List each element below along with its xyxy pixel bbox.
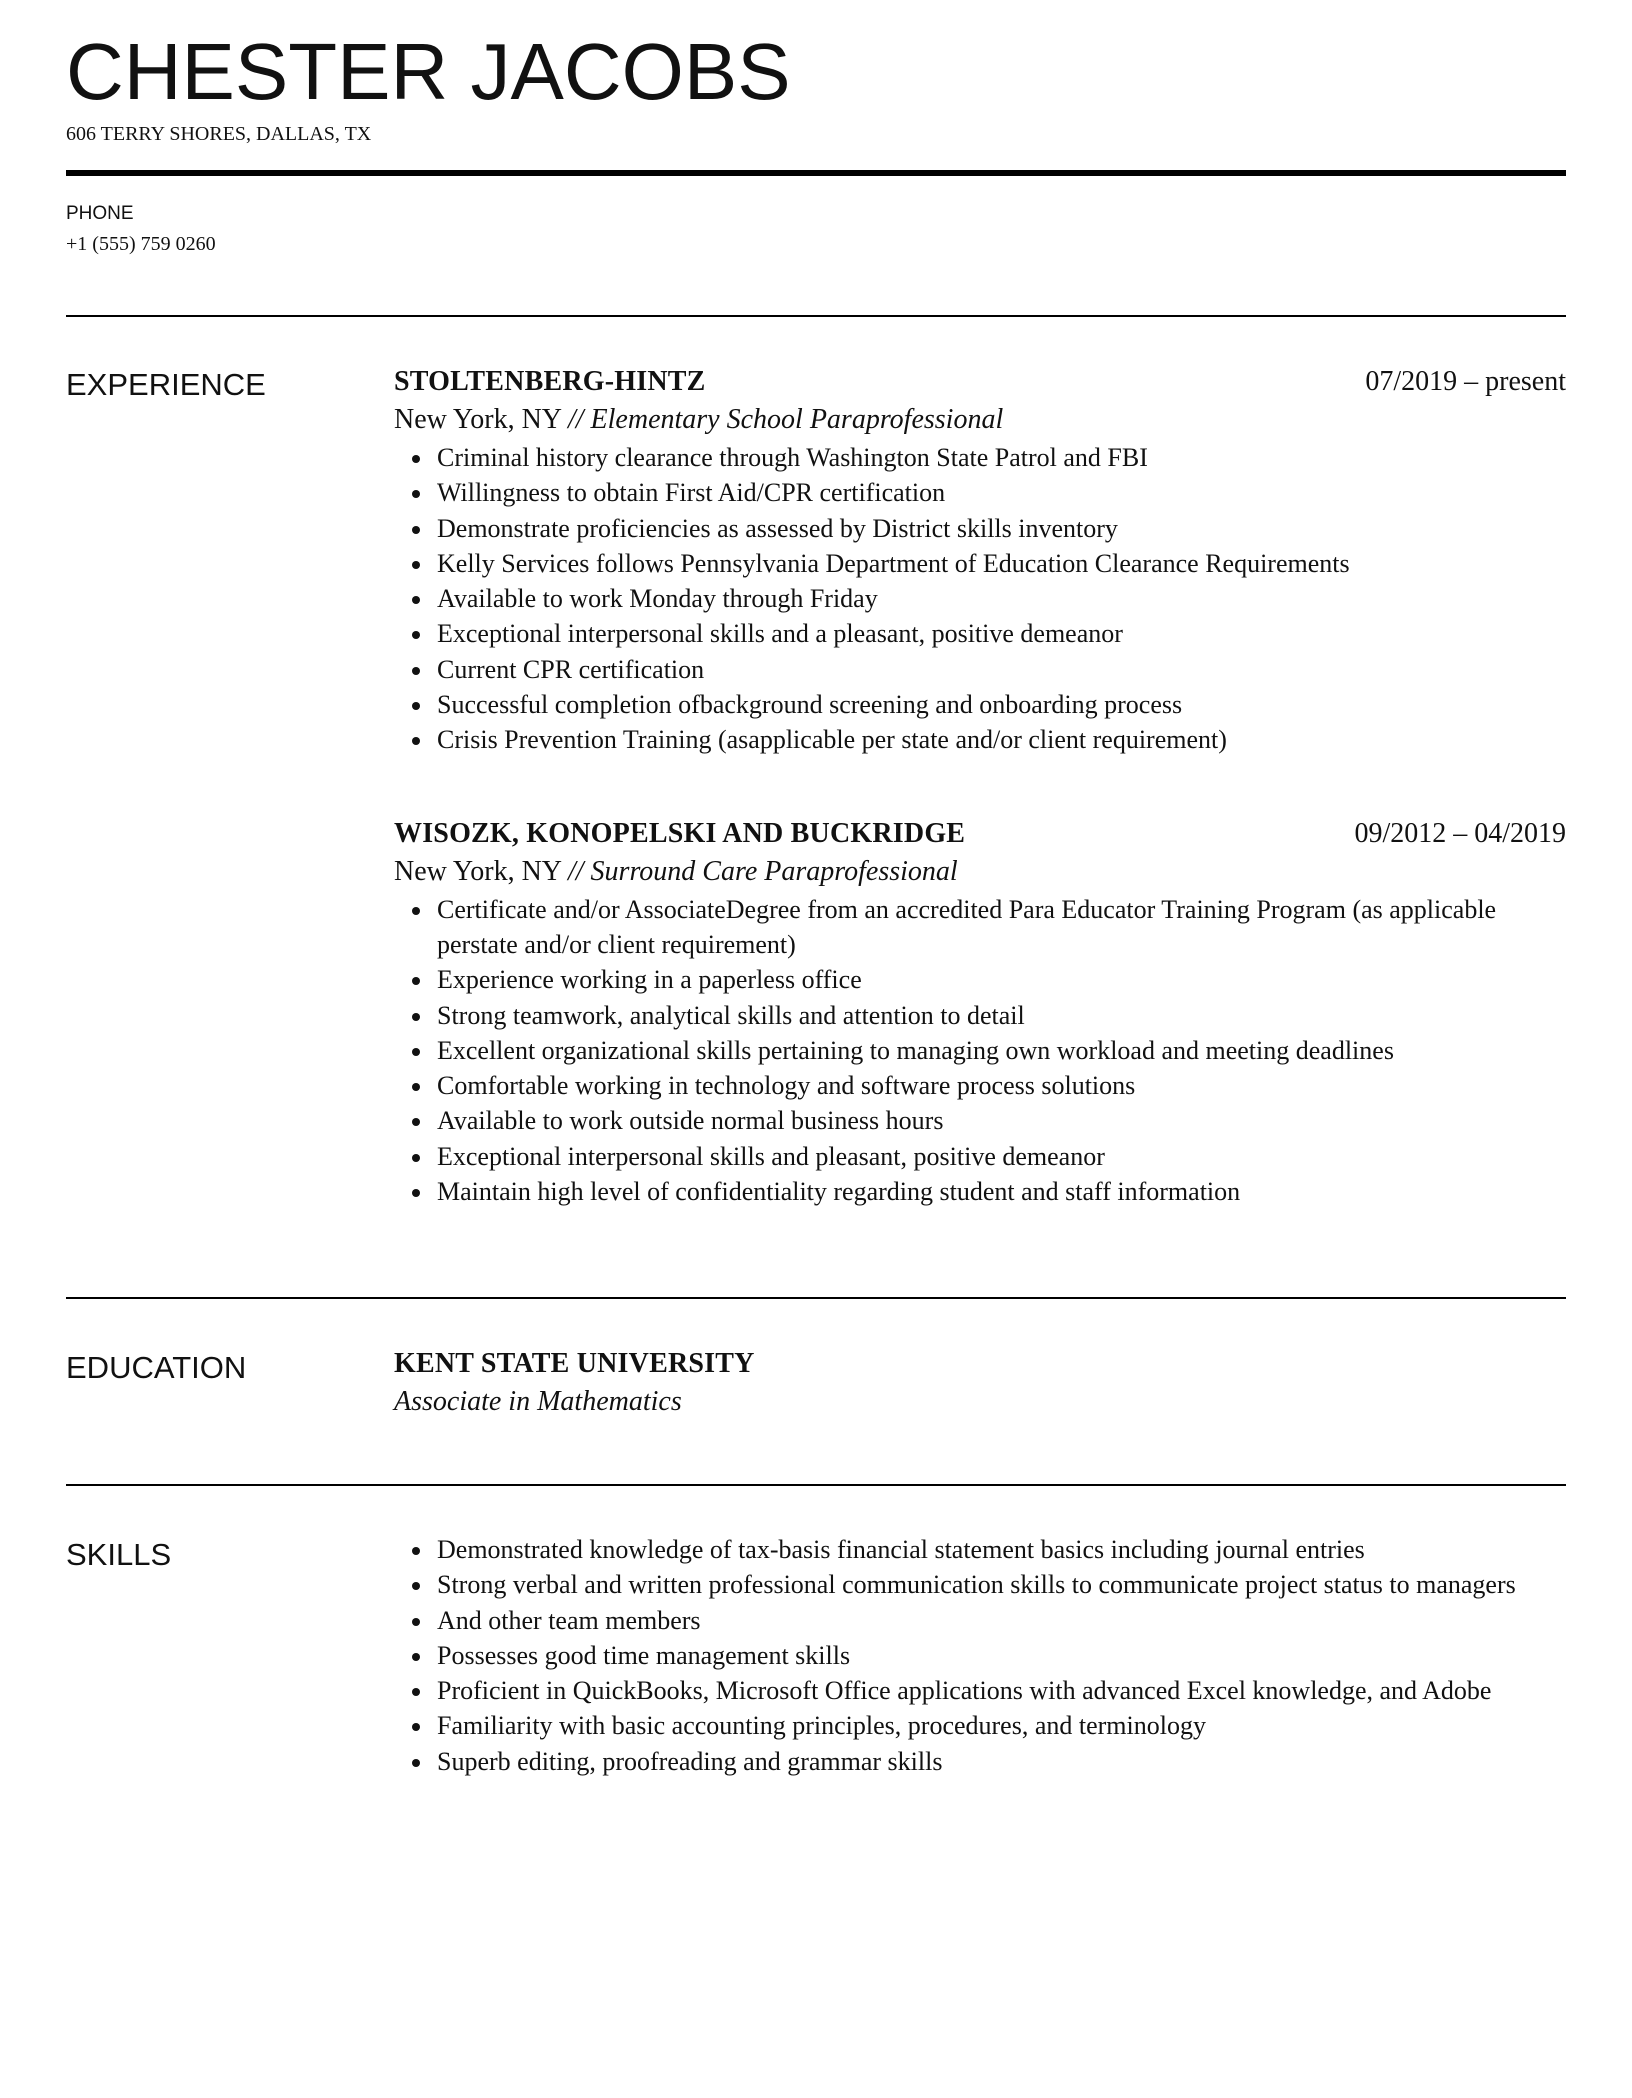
header-divider — [66, 170, 1566, 176]
list-item: And other team members — [394, 1603, 1566, 1638]
job-separator: // — [567, 404, 584, 435]
list-item: Demonstrated knowledge of tax-basis financial statement basics including journal entries — [394, 1532, 1566, 1567]
job-dates: 09/2012 – 04/2019 — [1354, 817, 1566, 849]
list-item: Successful completion ofbackground screening and onboarding process — [394, 687, 1566, 722]
list-item: Certificate and/or AssociateDegree from an accredited Para Educator Training Program (as applicable perstate and/or client requirement) — [394, 892, 1566, 963]
contact-divider — [66, 315, 1566, 317]
job-role: Surround Care Paraprofessional — [590, 855, 958, 887]
skills-list — [394, 1532, 1566, 1779]
skills-heading: SKILLS — [66, 1537, 172, 1572]
job-separator: // — [567, 855, 584, 887]
job-dates: 07/2019 – present — [1365, 366, 1566, 397]
job-location: New York, NY — [394, 404, 561, 435]
phone-number: +1 (555) 759 0260 — [66, 233, 216, 255]
list-item: Exceptional interpersonal skills and a pleasant, positive demeanor — [394, 616, 1566, 651]
education-header — [394, 1346, 1566, 1382]
list-item: Familiarity with basic accounting principles, procedures, and terminology — [394, 1708, 1566, 1743]
job-role: Elementary School Paraprofessional — [590, 404, 1004, 435]
degree: Associate in Mathematics — [394, 1386, 682, 1417]
phone-label: PHONE — [66, 203, 134, 224]
list-item: Comfortable working in technology and software process solutions — [394, 1068, 1566, 1103]
list-item: Criminal history clearance through Washington State Patrol and FBI — [394, 440, 1566, 475]
list-item: Strong verbal and written professional communication skills to communicate project status to managers — [394, 1567, 1566, 1602]
skills-section — [394, 1532, 1566, 1779]
company-name: STOLTENBERG-HINTZ — [394, 366, 706, 397]
list-item: Possesses good time management skills — [394, 1638, 1566, 1673]
education-divider — [66, 1484, 1566, 1486]
education-heading: EDUCATION — [66, 1350, 247, 1385]
experience-section — [394, 364, 1566, 1209]
candidate-name: CHESTER JACOBS — [66, 27, 791, 116]
list-item: Available to work Monday through Friday — [394, 581, 1566, 616]
job-location: New York, NY — [394, 855, 561, 887]
list-item: Demonstrate proficiencies as assessed by District skills inventory — [394, 511, 1566, 546]
experience-divider — [66, 1297, 1566, 1299]
job-subline — [394, 852, 1566, 892]
job-bullets — [394, 440, 1566, 758]
list-item: Crisis Prevention Training (asapplicable per state and/or client requirement) — [394, 722, 1566, 757]
candidate-address: 606 TERRY SHORES, DALLAS, TX — [66, 123, 372, 145]
list-item: Willingness to obtain First Aid/CPR certification — [394, 475, 1566, 510]
education-section — [394, 1346, 1566, 1422]
list-item: Maintain high level of confidentiality regarding student and staff information — [394, 1174, 1566, 1209]
experience-heading: EXPERIENCE — [66, 367, 266, 402]
list-item: Strong teamwork, analytical skills and attention to detail — [394, 998, 1566, 1033]
job-subline — [394, 400, 1566, 440]
job-header — [394, 816, 1566, 852]
company-name: WISOZK, KONOPELSKI AND BUCKRIDGE — [394, 817, 966, 849]
job-bullets — [394, 892, 1566, 1210]
job-entry — [394, 816, 1566, 1210]
list-item: Current CPR certification — [394, 652, 1566, 687]
list-item: Kelly Services follows Pennsylvania Department of Education Clearance Requirements — [394, 546, 1566, 581]
list-item: Available to work outside normal business hours — [394, 1103, 1566, 1138]
school-name: KENT STATE UNIVERSITY — [394, 1348, 755, 1379]
job-entry — [394, 364, 1566, 758]
job-header — [394, 364, 1566, 400]
list-item: Proficient in QuickBooks, Microsoft Office applications with advanced Excel knowledge, and Adobe — [394, 1673, 1566, 1708]
list-item: Superb editing, proofreading and grammar skills — [394, 1744, 1566, 1779]
list-item: Excellent organizational skills pertaining to managing own workload and meeting deadlines — [394, 1033, 1566, 1068]
list-item: Experience working in a paperless office — [394, 962, 1566, 997]
list-item: Exceptional interpersonal skills and pleasant, positive demeanor — [394, 1139, 1566, 1174]
